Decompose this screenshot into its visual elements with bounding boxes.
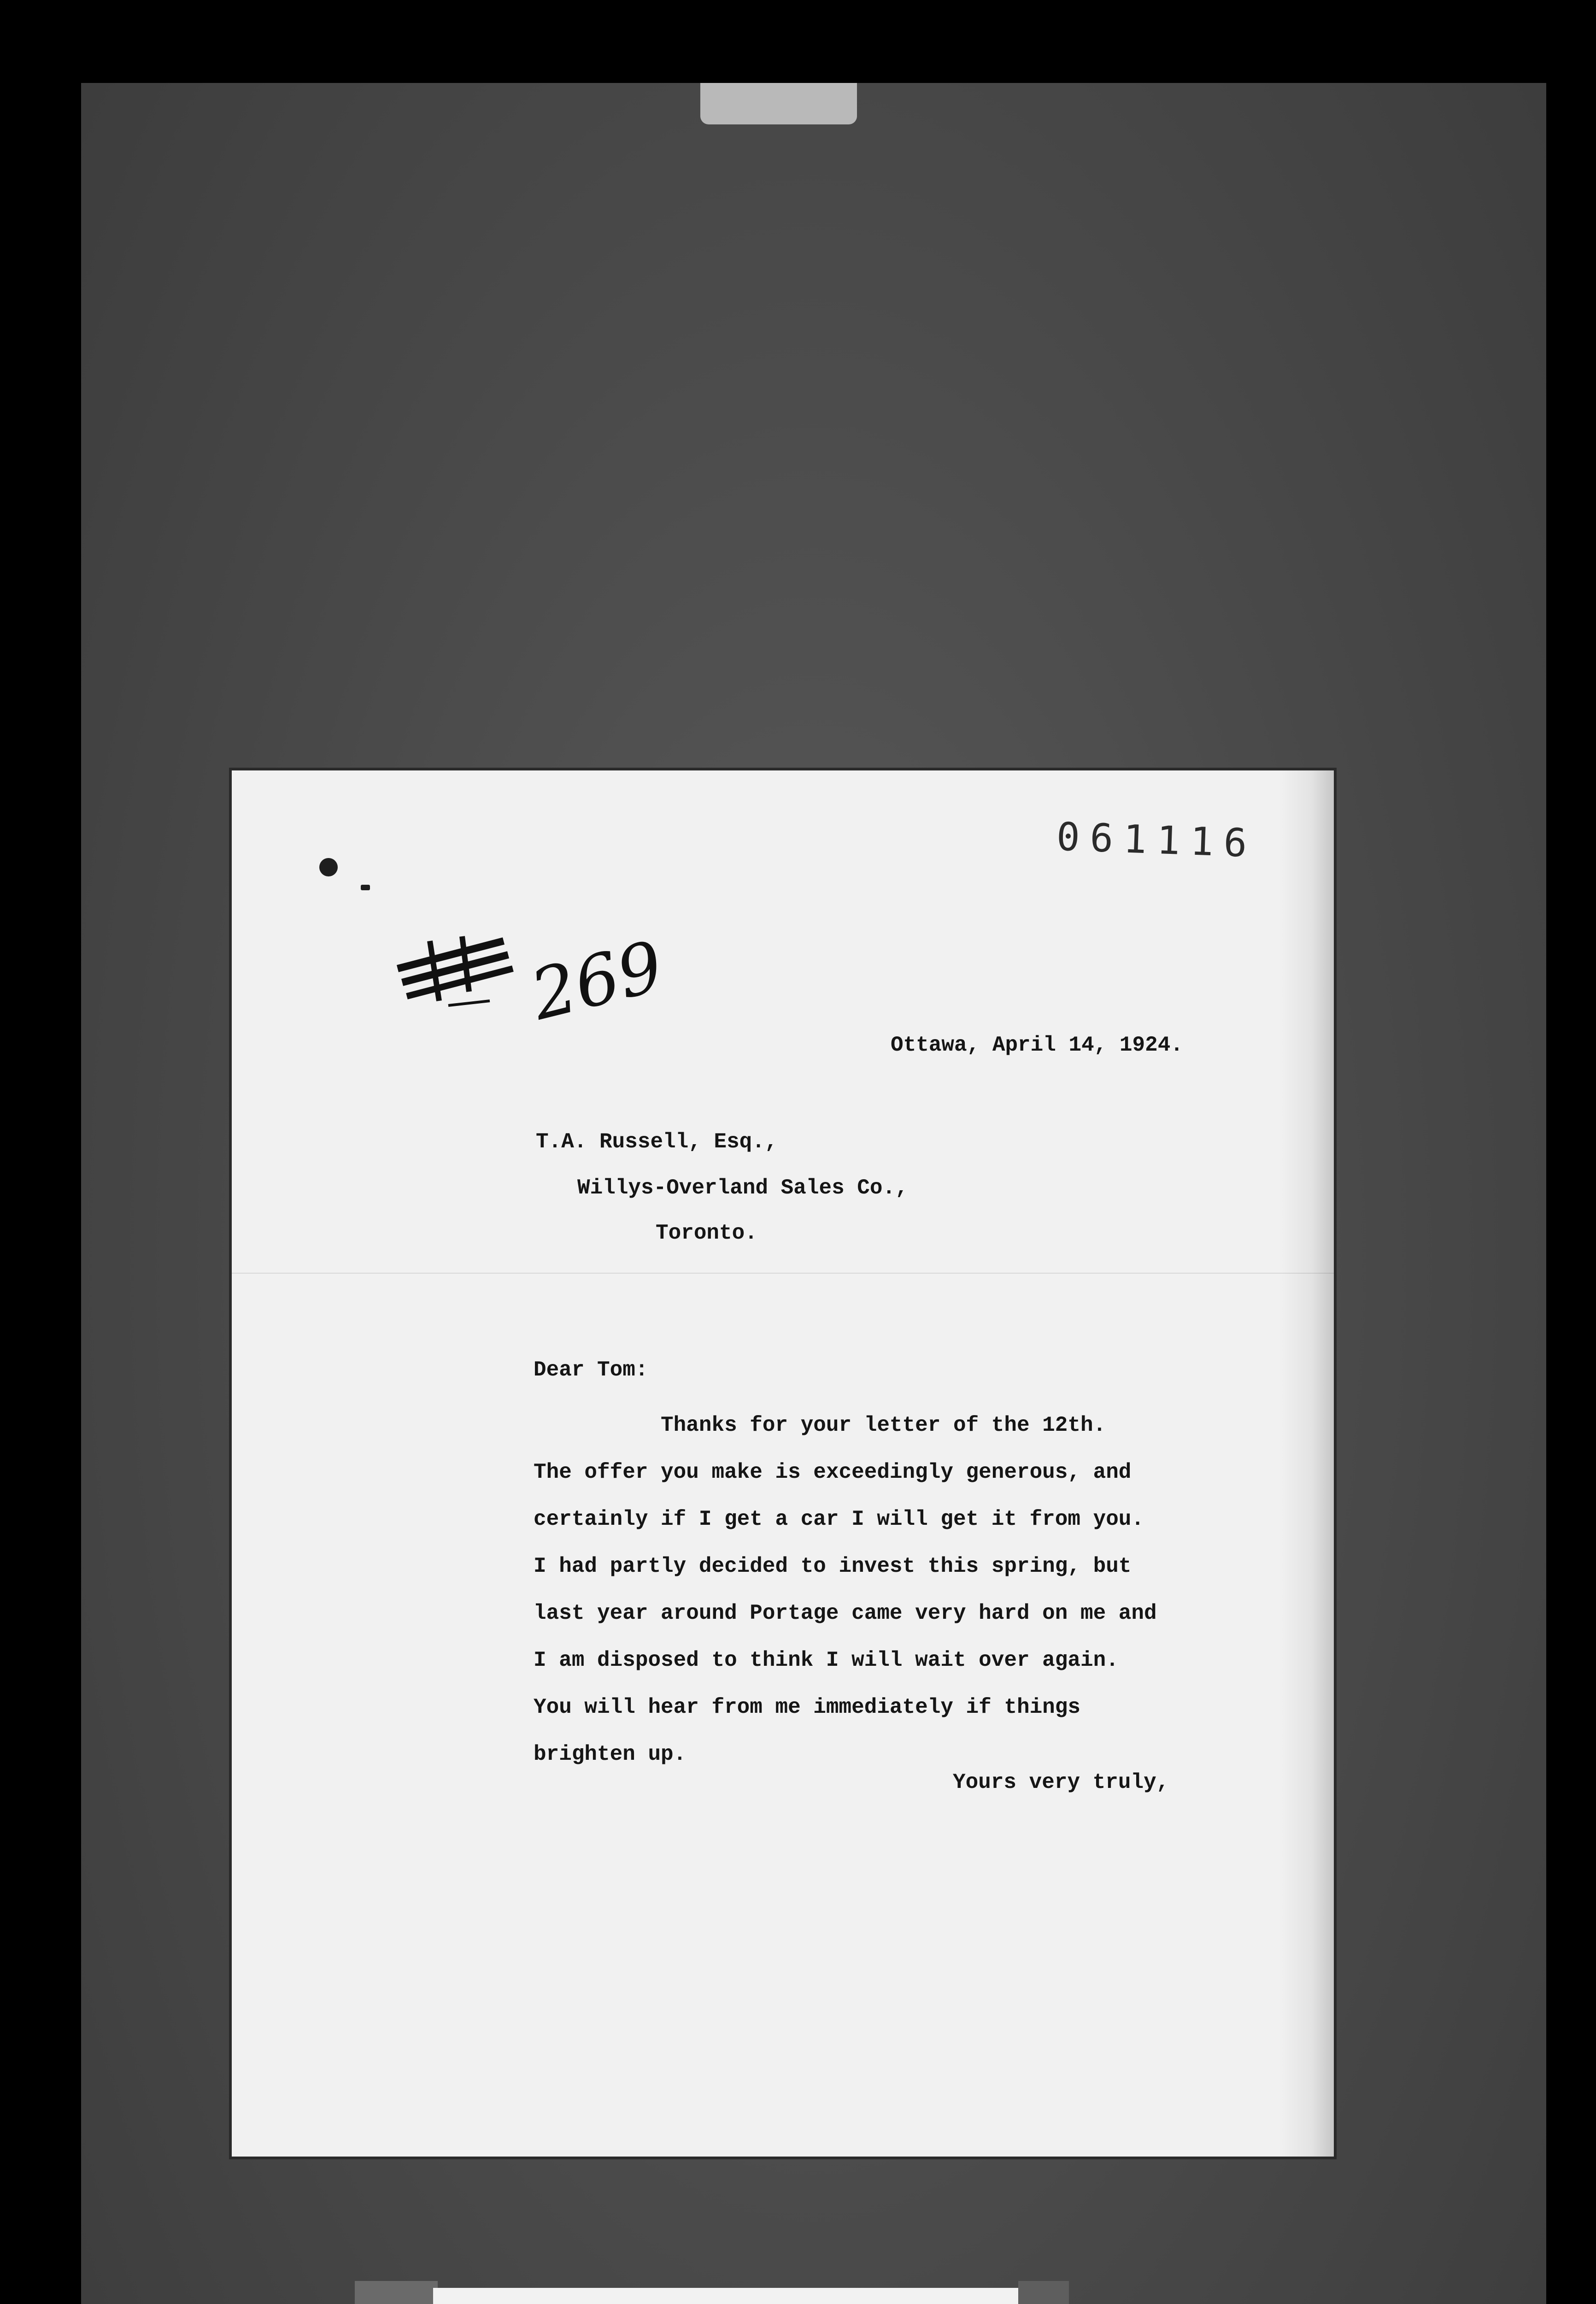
paper-fold-line — [232, 1273, 1334, 1274]
letter-body — [534, 1402, 1317, 1778]
body-line: The offer you make is exceedingly generous, and — [534, 1460, 1132, 1484]
tape-piece — [355, 2281, 438, 2304]
body-line: You will hear from me immediately if things — [534, 1695, 1080, 1719]
recipient-company: Willys-Overland Sales Co., — [577, 1176, 908, 1200]
body-line: certainly if I get a car I will get it from you. — [534, 1507, 1144, 1531]
document-number: 061116 — [1056, 814, 1258, 866]
ink-speck — [361, 885, 370, 890]
mount-tab — [700, 83, 857, 124]
recipient-name: T.A. Russell, Esq., — [536, 1130, 778, 1154]
body-line: brighten up. — [534, 1742, 687, 1766]
tape-piece — [1018, 2281, 1069, 2304]
closing: Yours very truly, — [953, 1770, 1169, 1794]
date-line: Ottawa, April 14, 1924. — [891, 1033, 1183, 1057]
body-line: I had partly decided to invest this spring, but — [534, 1554, 1132, 1578]
body-line: Thanks for your letter of the 12th. — [534, 1413, 1106, 1437]
body-line: last year around Portage came very hard on me and — [534, 1601, 1157, 1625]
archive-reference-label — [433, 2288, 1018, 2304]
crossed-out-mark-icon — [388, 932, 522, 1010]
punch-hole-mark — [319, 858, 338, 876]
handwritten-number: 269 — [523, 926, 671, 1036]
recipient-city: Toronto. — [656, 1221, 757, 1245]
salutation: Dear Tom: — [534, 1358, 648, 1382]
body-line: I am disposed to think I will wait over again. — [534, 1648, 1119, 1672]
letter-page — [232, 770, 1334, 2157]
